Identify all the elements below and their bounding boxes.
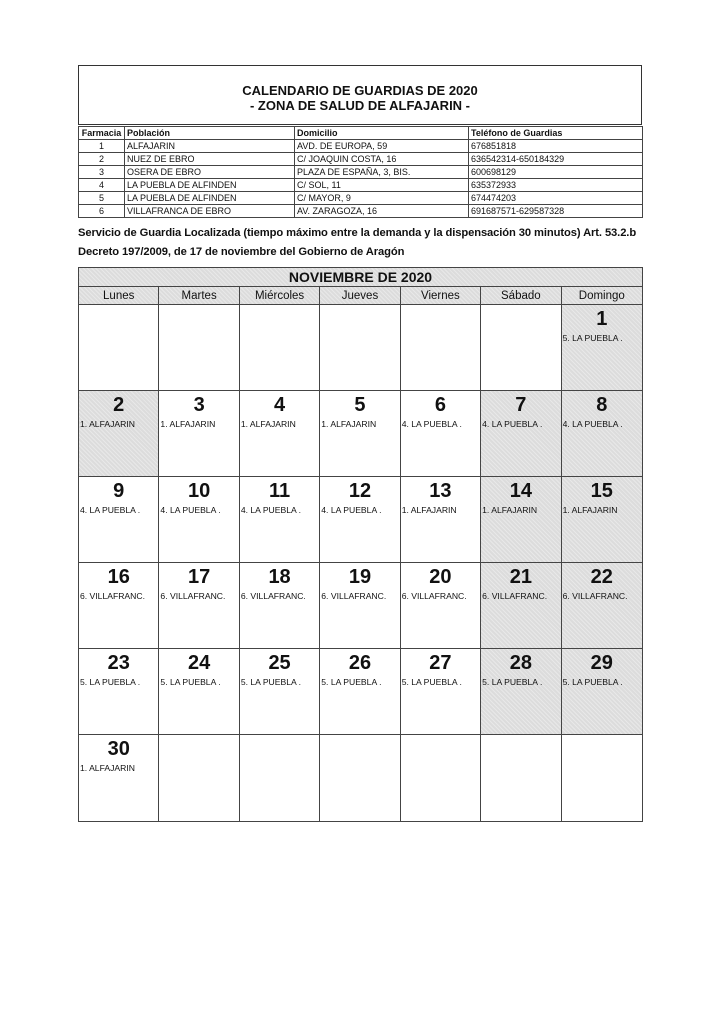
day-number xyxy=(159,305,238,333)
day-cell xyxy=(562,563,642,649)
on-duty-pharmacy: 4. LA PUEBLA . xyxy=(482,419,543,429)
weekday-header: Sábado xyxy=(481,287,561,305)
day-cell xyxy=(562,735,642,821)
on-duty-pharmacy: 4. LA PUEBLA . xyxy=(80,505,141,515)
cell: 1 xyxy=(79,140,125,153)
day-number: 19 xyxy=(348,566,372,588)
day-cell xyxy=(79,649,159,735)
day-cell xyxy=(481,649,561,735)
day-cell xyxy=(79,305,159,391)
cell: 636542314-650184329 xyxy=(469,153,643,166)
on-duty-pharmacy: 5. LA PUEBLA . xyxy=(160,677,221,687)
day-number xyxy=(401,735,480,763)
day-cell xyxy=(562,305,642,391)
table-row xyxy=(79,192,643,205)
day-number: 21 xyxy=(509,566,532,588)
title-line-2: - ZONA DE SALUD DE ALFAJARIN - xyxy=(249,98,471,113)
decree-note: Decreto 197/2009, de 17 de noviembre del Gobierno de Aragón xyxy=(78,246,405,258)
cell: Teléfono de Guardias xyxy=(469,127,643,140)
on-duty-pharmacy: 1. ALFAJARIN xyxy=(482,505,538,515)
table-row xyxy=(79,140,643,153)
day-cell xyxy=(320,477,400,563)
on-duty-pharmacy: 6. VILLAFRANC. xyxy=(80,591,145,601)
day-number: 26 xyxy=(348,652,372,674)
day-cell xyxy=(79,477,159,563)
on-duty-pharmacy: 1. ALFAJARIN xyxy=(160,419,216,429)
calendar xyxy=(78,267,643,822)
day-cell xyxy=(159,649,239,735)
day-number: 3 xyxy=(193,394,205,416)
day-number: 13 xyxy=(429,480,452,502)
on-duty-pharmacy: 1. ALFAJARIN xyxy=(240,419,296,429)
calendar-title: NOVIEMBRE DE 2020 xyxy=(79,268,642,287)
on-duty-pharmacy: 5. LA PUEBLA . xyxy=(562,677,623,687)
day-number: 12 xyxy=(348,480,372,502)
day-cell xyxy=(240,735,320,821)
on-duty-pharmacy: 6. VILLAFRANC. xyxy=(562,591,628,601)
cell: 676851818 xyxy=(469,140,643,153)
table-row xyxy=(79,179,643,192)
day-cell xyxy=(401,391,481,477)
day-number: 24 xyxy=(188,652,211,674)
day-cell xyxy=(320,305,400,391)
day-number: 16 xyxy=(107,566,130,588)
on-duty-pharmacy: 6. VILLAFRANC. xyxy=(160,591,226,601)
on-duty-pharmacy: 6. VILLAFRANC. xyxy=(321,591,387,601)
day-number: 9 xyxy=(113,480,125,502)
title-line-1: CALENDARIO DE GUARDIAS DE 2020 xyxy=(242,83,478,98)
guard-service-note: Servicio de Guardia Localizada (tiempo máximo entre la demanda y la dispensación 30 minutos) Art. 53.2.b xyxy=(78,227,637,239)
cell: C/ SOL, 11 xyxy=(295,179,469,192)
weekday-header: Miércoles xyxy=(240,287,320,305)
cell: 5 xyxy=(79,192,125,205)
cell: 691687571-629587328 xyxy=(469,205,643,218)
on-duty-pharmacy: 4. LA PUEBLA . xyxy=(401,419,462,429)
day-cell xyxy=(320,649,400,735)
day-number: 6 xyxy=(434,394,446,416)
cell: 600698129 xyxy=(469,166,643,179)
cell: OSERA DE EBRO xyxy=(125,166,295,179)
cell: AV. ZARAGOZA, 16 xyxy=(295,205,469,218)
on-duty-pharmacy: 5. LA PUEBLA . xyxy=(562,333,623,343)
day-number xyxy=(240,305,319,333)
day-cell xyxy=(481,735,561,821)
on-duty-pharmacy: 6. VILLAFRANC. xyxy=(240,591,306,601)
day-number: 1 xyxy=(596,308,608,330)
day-number xyxy=(481,735,560,763)
on-duty-pharmacy: 6. VILLAFRANC. xyxy=(401,591,467,601)
on-duty-pharmacy: 4. LA PUEBLA . xyxy=(240,505,302,515)
on-duty-pharmacy: 4. LA PUEBLA . xyxy=(562,419,623,429)
cell: 2 xyxy=(79,153,125,166)
day-number: 28 xyxy=(509,652,532,674)
day-number xyxy=(481,305,560,333)
day-cell xyxy=(79,735,159,821)
cell: C/ JOAQUIN COSTA, 16 xyxy=(295,153,469,166)
day-cell xyxy=(320,391,400,477)
weekday-header: Jueves xyxy=(320,287,400,305)
day-number: 17 xyxy=(188,566,211,588)
day-cell xyxy=(159,391,239,477)
day-cell xyxy=(240,477,320,563)
on-duty-pharmacy: 5. LA PUEBLA . xyxy=(401,677,462,687)
day-number: 20 xyxy=(429,566,452,588)
cell: 635372933 xyxy=(469,179,643,192)
on-duty-pharmacy: 5. LA PUEBLA . xyxy=(482,677,543,687)
day-cell xyxy=(159,735,239,821)
day-cell xyxy=(481,305,561,391)
weekday-header: Domingo xyxy=(562,287,642,305)
day-number: 25 xyxy=(268,652,291,674)
day-cell xyxy=(401,477,481,563)
day-number: 29 xyxy=(590,652,613,674)
table-row xyxy=(79,166,643,179)
day-number: 18 xyxy=(268,566,291,588)
cell: ALFAJARIN xyxy=(125,140,295,153)
weekday-header: Lunes xyxy=(79,287,159,305)
day-number: 10 xyxy=(188,480,211,502)
day-cell xyxy=(562,477,642,563)
cell: NUEZ DE EBRO xyxy=(125,153,295,166)
day-cell xyxy=(240,391,320,477)
cell: 4 xyxy=(79,179,125,192)
day-number: 23 xyxy=(107,652,130,674)
day-number: 5 xyxy=(354,394,366,416)
day-number xyxy=(401,305,480,333)
day-cell xyxy=(79,563,159,649)
day-number: 7 xyxy=(515,394,527,416)
on-duty-pharmacy: 5. LA PUEBLA . xyxy=(80,677,141,687)
day-cell xyxy=(320,735,400,821)
cell: Población xyxy=(125,127,295,140)
day-number: 14 xyxy=(509,480,532,502)
day-cell xyxy=(401,305,481,391)
on-duty-pharmacy: 4. LA PUEBLA . xyxy=(160,505,221,515)
day-cell xyxy=(481,391,561,477)
cell: LA PUEBLA DE ALFINDEN xyxy=(125,179,295,192)
on-duty-pharmacy: 1. ALFAJARIN xyxy=(321,419,377,429)
day-number xyxy=(159,735,238,763)
on-duty-pharmacy: 6. VILLAFRANC. xyxy=(482,591,548,601)
on-duty-pharmacy: 1. ALFAJARIN xyxy=(401,505,457,515)
weekday-header: Martes xyxy=(159,287,239,305)
day-number xyxy=(79,305,158,333)
day-cell xyxy=(562,649,642,735)
cell: LA PUEBLA DE ALFINDEN xyxy=(125,192,295,205)
on-duty-pharmacy: 4. LA PUEBLA . xyxy=(321,505,382,515)
cell: C/ MAYOR, 9 xyxy=(295,192,469,205)
day-cell xyxy=(562,391,642,477)
day-number: 22 xyxy=(590,566,613,588)
cell: VILLAFRANCA DE EBRO xyxy=(125,205,295,218)
day-number xyxy=(320,305,399,333)
day-number: 8 xyxy=(596,394,608,416)
day-number: 27 xyxy=(429,652,452,674)
day-cell xyxy=(240,563,320,649)
day-number: 4 xyxy=(274,394,286,416)
day-cell xyxy=(240,649,320,735)
on-duty-pharmacy: 5. LA PUEBLA . xyxy=(240,677,302,687)
day-number: 30 xyxy=(107,738,130,760)
day-number xyxy=(320,735,399,763)
weekday-header: Viernes xyxy=(401,287,481,305)
cell: 3 xyxy=(79,166,125,179)
cell: Farmacia xyxy=(79,127,125,140)
document-title xyxy=(78,65,642,125)
on-duty-pharmacy: 1. ALFAJARIN xyxy=(80,419,135,429)
cell: PLAZA DE ESPAÑA, 3, BIS. xyxy=(295,166,469,179)
day-number xyxy=(562,735,642,763)
day-cell xyxy=(481,477,561,563)
cell: AVD. DE EUROPA, 59 xyxy=(295,140,469,153)
table-header-row xyxy=(79,127,643,140)
day-number: 15 xyxy=(590,480,613,502)
day-cell xyxy=(401,735,481,821)
day-cell xyxy=(159,477,239,563)
pharmacy-table xyxy=(78,126,643,218)
table-row xyxy=(79,153,643,166)
on-duty-pharmacy: 1. ALFAJARIN xyxy=(562,505,618,515)
day-cell xyxy=(481,563,561,649)
day-cell xyxy=(401,649,481,735)
day-number xyxy=(240,735,319,763)
day-number: 11 xyxy=(268,480,291,502)
cell: 674474203 xyxy=(469,192,643,205)
day-cell xyxy=(401,563,481,649)
day-number: 2 xyxy=(113,394,125,416)
cell: Domicilio xyxy=(295,127,469,140)
day-cell xyxy=(79,391,159,477)
cell: 6 xyxy=(79,205,125,218)
on-duty-pharmacy: 1. ALFAJARIN xyxy=(80,763,135,773)
day-cell xyxy=(320,563,400,649)
day-cell xyxy=(240,305,320,391)
day-cell xyxy=(159,305,239,391)
on-duty-pharmacy: 5. LA PUEBLA . xyxy=(321,677,382,687)
table-row xyxy=(79,205,643,218)
day-cell xyxy=(159,563,239,649)
